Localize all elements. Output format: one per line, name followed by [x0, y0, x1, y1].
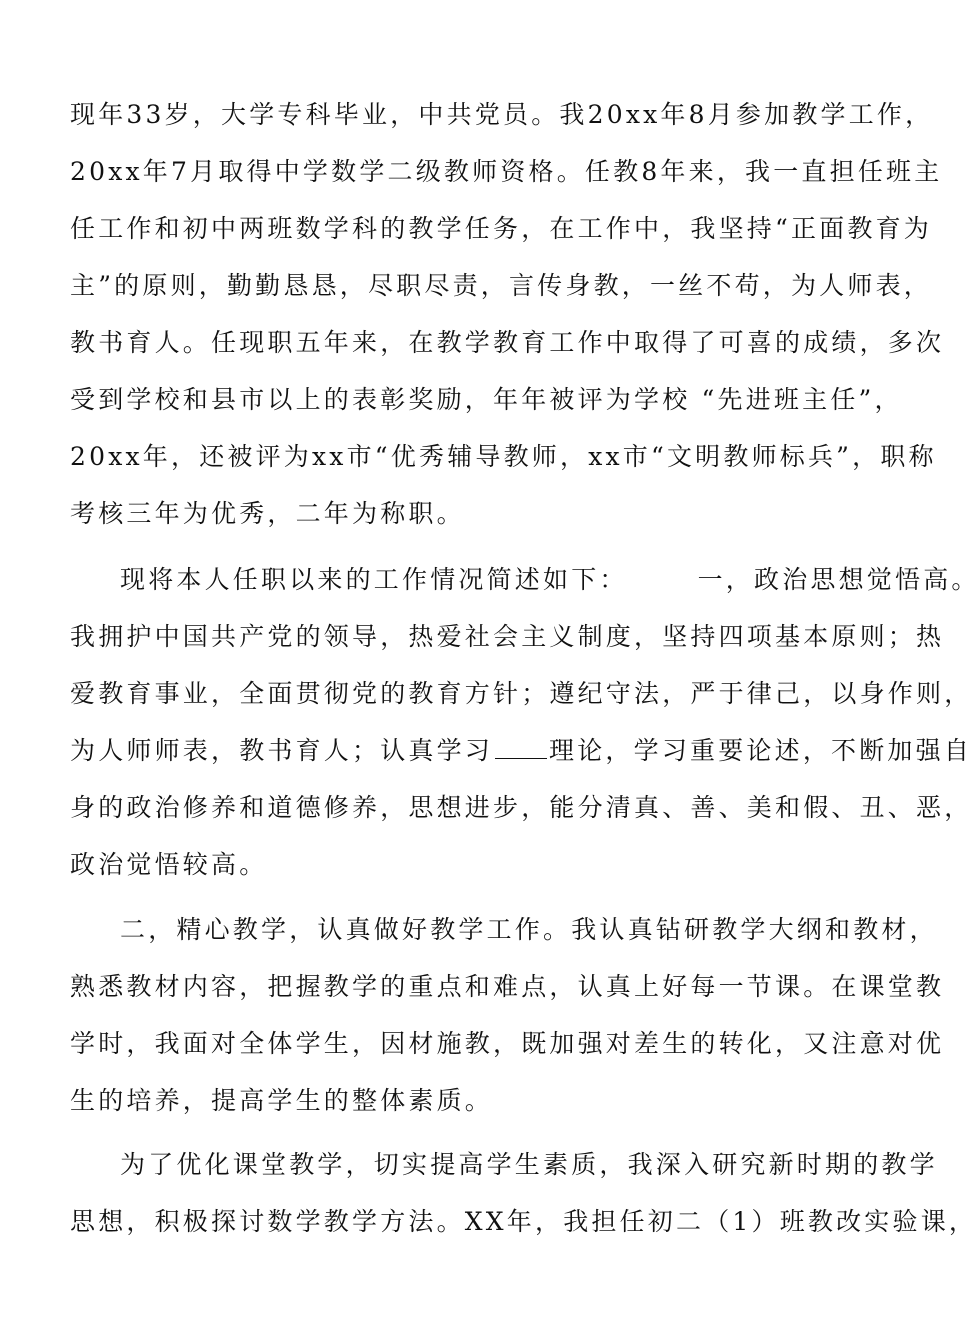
text-line: 思想，积极探讨数学教学方法。XX年，我担任初二（1）班教改实验课， [70, 1207, 978, 1236]
text-segment: 为人师师表，教书育人；认真学习 [70, 736, 494, 765]
text-line: 学时，我面对全体学生，因材施教，既加强对差生的转化，又注意对优 [70, 1029, 945, 1058]
text-line: 20xx年7月取得中学数学二级教师资格。任教8年来，我一直担任班主 [70, 157, 943, 186]
blank-underline [495, 736, 547, 759]
section-heading: 一，政治思想觉悟高。 [697, 565, 980, 594]
text-line: 熟悉教材内容，把握教学的重点和难点，认真上好每一节课。在课堂教 [70, 972, 945, 1001]
text-line: 教书育人。任现职五年来，在教学教育工作中取得了可喜的成绩，多次 [70, 328, 945, 357]
text-line [120, 560, 980, 600]
intro-text: 现将本人任职以来的工作情况简述如下： [120, 565, 628, 594]
text-line: 任工作和初中两班数学科的教学任务，在工作中，我坚持“正面教育为 [70, 214, 932, 243]
text-line: 现年33岁，大学专科毕业，中共党员。我20xx年8月参加教学工作， [70, 100, 934, 129]
text-line [70, 731, 973, 771]
text-line: 受到学校和县市以上的表彰奖励，年年被评为学校 “先进班主任”， [70, 385, 903, 414]
text-line: 20xx年，还被评为xx市“优秀辅导教师，xx市“文明教师标兵”，职称 [70, 442, 937, 471]
text-line: 爱教育事业，全面贯彻党的教育方针；遵纪守法，严于律己，以身作则， [70, 679, 973, 708]
text-line: 主”的原则，勤勤恳恳，尽职尽责，言传身教，一丝不苟，为人师表， [70, 271, 932, 300]
text-line: 为了优化课堂教学，切实提高学生素质，我深入研究新时期的教学 [120, 1150, 938, 1179]
text-line: 考核三年为优秀，二年为称职。 [70, 499, 465, 528]
text-line: 我拥护中国共产党的领导，热爱社会主义制度，坚持四项基本原则；热 [70, 622, 945, 651]
text-line: 身的政治修养和道德修养，思想进步，能分清真、善、美和假、丑、恶， [70, 793, 973, 822]
text-line: 生的培养，提高学生的整体素质。 [70, 1086, 494, 1115]
text-line: 政治觉悟较高。 [70, 850, 268, 879]
text-segment: 理论，学习重要论述，不断加强自 [549, 736, 973, 765]
text-line: 二，精心教学，认真做好教学工作。我认真钻研教学大纲和教材， [120, 915, 938, 944]
